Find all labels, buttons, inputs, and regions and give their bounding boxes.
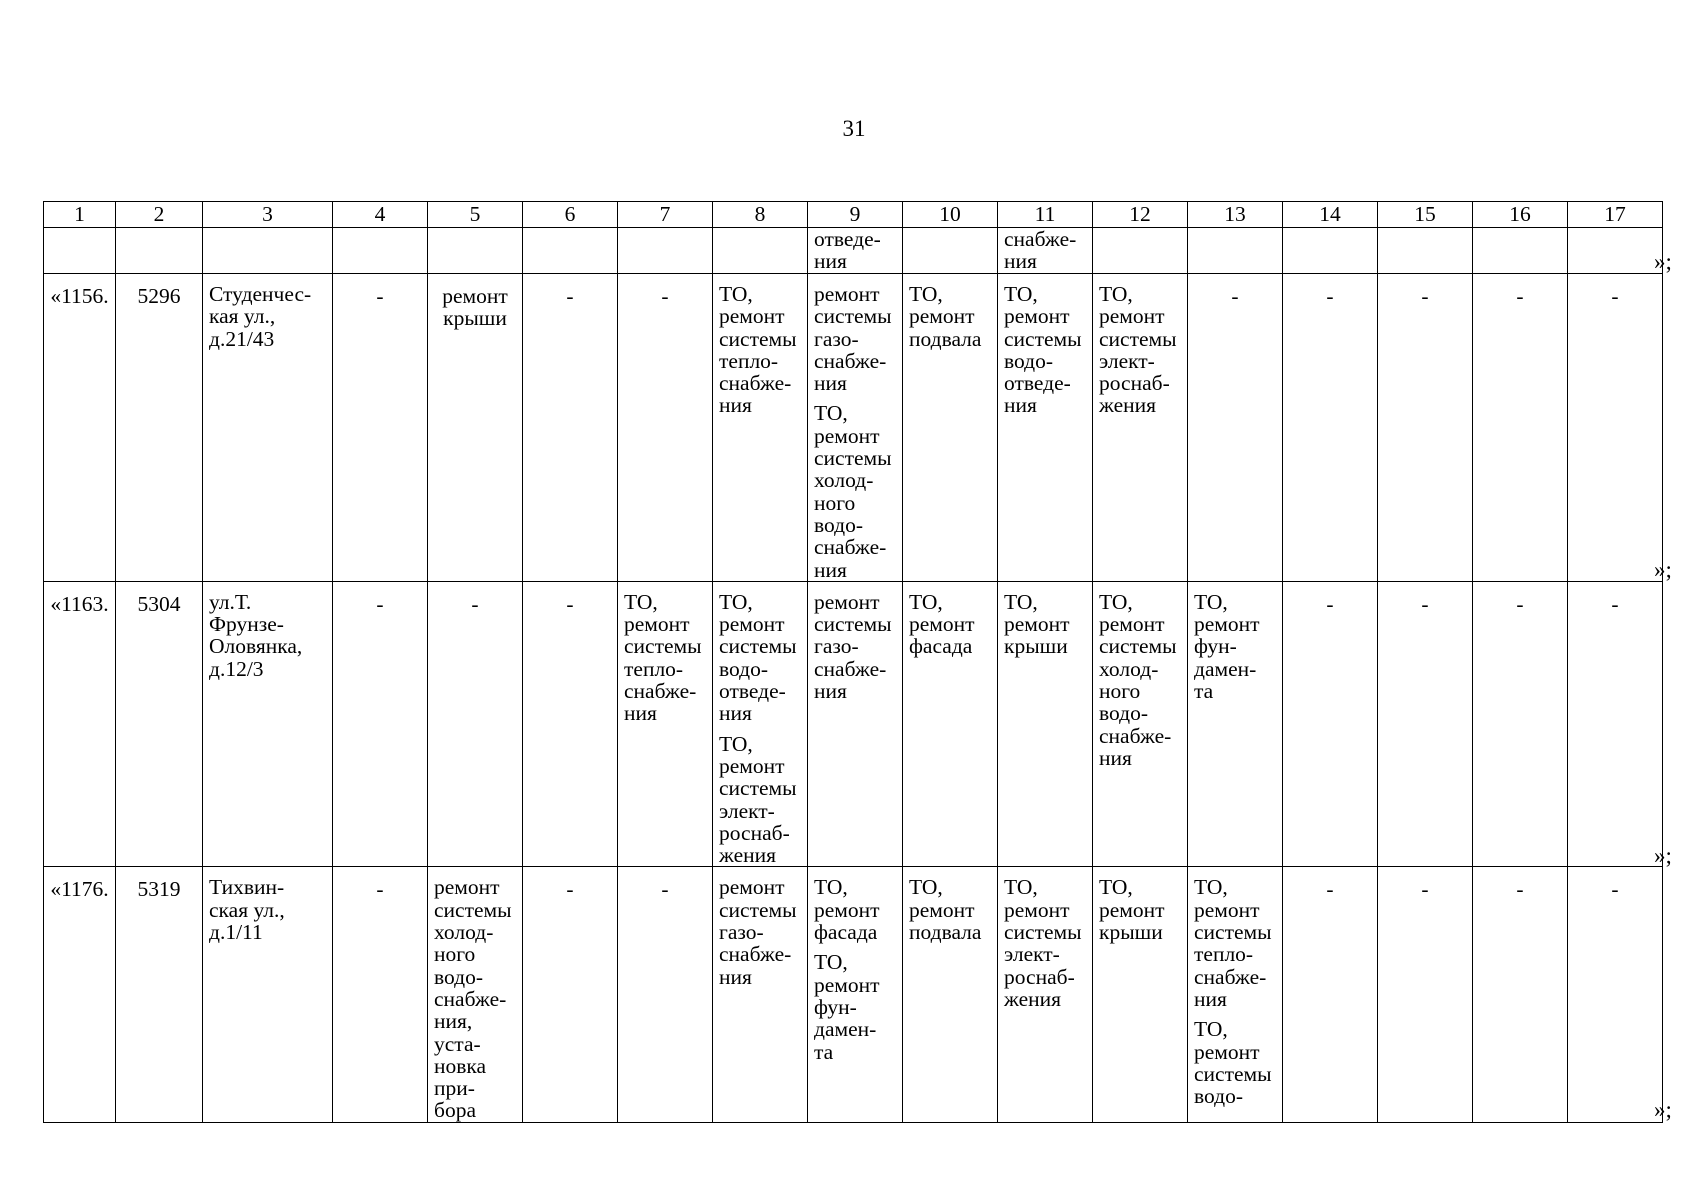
- row-end-mark: »;: [1654, 1097, 1672, 1122]
- cell-col-7: -: [618, 274, 713, 582]
- work-item: ремонт системы газо- снабже- ния: [814, 282, 892, 396]
- continuation-cell-14: [1283, 228, 1378, 274]
- work-item: ремонт системы газо- снабже- ния: [719, 875, 797, 989]
- cell-col-17: -: [1568, 867, 1663, 1122]
- table-row: [44, 274, 1663, 582]
- cell-col-7: -: [618, 867, 713, 1122]
- cell-col-17: -: [1568, 581, 1663, 867]
- cell-col-4: -: [333, 867, 428, 1122]
- continuation-cell-12: [1093, 228, 1188, 274]
- row-end-mark: »;: [1654, 843, 1672, 868]
- cell-col-11: [998, 274, 1093, 582]
- work-item: ТО, ремонт системы элект- роснаб- жения: [719, 731, 797, 868]
- continuation-cell-16: [1473, 228, 1568, 274]
- continuation-cell-1: [44, 228, 116, 274]
- work-item: ТО, ремонт крыши: [1099, 875, 1165, 945]
- column-number-header: [44, 202, 1663, 228]
- cell-col-9: [808, 867, 903, 1122]
- table-row: [44, 581, 1663, 867]
- work-item: ТО, ремонт системы элект- роснаб- жения: [1099, 282, 1177, 418]
- cell-col-15: -: [1378, 274, 1473, 582]
- cell-col-15: -: [1378, 581, 1473, 867]
- cell-row-number: «1176.: [44, 867, 116, 1122]
- column-header-5: 5: [428, 202, 523, 228]
- cell-address: Студенчес- кая ул., д.21/43: [203, 274, 333, 582]
- continuation-cell-2: [116, 228, 203, 274]
- continuation-cell-8: [713, 228, 808, 274]
- row-end-mark: »;: [1654, 557, 1672, 582]
- cell-col-16: -: [1473, 581, 1568, 867]
- column-header-4: 4: [333, 202, 428, 228]
- continuation-cell-9: отведе- ния: [808, 228, 903, 274]
- work-item: ТО, ремонт системы тепло- снабже- ния: [1194, 875, 1272, 1011]
- work-item: ТО, ремонт системы водо- отведе- ния: [719, 589, 797, 726]
- column-header-14: 14: [1283, 202, 1378, 228]
- work-item: ТО, ремонт системы холод- ного водо- снабже- ния: [814, 401, 892, 582]
- column-header-16: 16: [1473, 202, 1568, 228]
- column-header-3: 3: [203, 202, 333, 228]
- cell-col-6: -: [523, 581, 618, 867]
- cell-address: ул.Т. Фрунзе- Оловянка, д.12/3: [203, 581, 333, 867]
- work-item: ТО, ремонт фун- дамен- та: [814, 950, 880, 1064]
- cell-col-12: [1093, 274, 1188, 582]
- continuation-cell-7: [618, 228, 713, 274]
- cell-col-6: -: [523, 274, 618, 582]
- cell-col-13: -: [1188, 274, 1283, 582]
- work-item: ТО, ремонт фасада: [814, 875, 880, 945]
- cell-col-14: -: [1283, 274, 1378, 582]
- cell-col-16: -: [1473, 274, 1568, 582]
- continuation-cell-3: [203, 228, 333, 274]
- cell-col-8: [713, 867, 808, 1122]
- cell-address: Тихвин- ская ул., д.1/11: [203, 867, 333, 1122]
- cell-col-12: [1093, 581, 1188, 867]
- cell-col-11: [998, 867, 1093, 1122]
- cell-col-16: -: [1473, 867, 1568, 1122]
- cell-col-9: [808, 274, 903, 582]
- continuation-cell-11: снабже- ния: [998, 228, 1093, 274]
- work-item: ремонт системы газо- снабже- ния: [814, 589, 892, 704]
- work-item: ТО, ремонт системы водо-: [1194, 1017, 1272, 1109]
- continuation-cell-13: [1188, 228, 1283, 274]
- cell-col-8: [713, 581, 808, 867]
- cell-col-17: -: [1568, 274, 1663, 582]
- table-body: [44, 228, 1663, 1123]
- cell-row-number: «1163.: [44, 581, 116, 867]
- cell-col-5: ремонт крыши: [428, 274, 523, 582]
- cell-col-14: -: [1283, 867, 1378, 1122]
- cell-col-6: -: [523, 867, 618, 1122]
- continuation-cell-6: [523, 228, 618, 274]
- continuation-cell-5: [428, 228, 523, 274]
- cell-code: 5304: [116, 581, 203, 867]
- column-header-6: 6: [523, 202, 618, 228]
- work-item: ТО, ремонт фасада: [909, 589, 975, 659]
- work-item: ТО, ремонт системы элект- роснаб- жения: [1004, 875, 1082, 1011]
- column-header-17: 17: [1568, 202, 1663, 228]
- column-header-1: 1: [44, 202, 116, 228]
- work-item: ТО, ремонт крыши: [1004, 589, 1070, 659]
- cell-col-7: [618, 581, 713, 867]
- cell-col-4: -: [333, 274, 428, 582]
- column-header-13: 13: [1188, 202, 1283, 228]
- cell-col-10: [903, 581, 998, 867]
- cell-code: 5319: [116, 867, 203, 1122]
- column-header-2: 2: [116, 202, 203, 228]
- column-header-8: 8: [713, 202, 808, 228]
- continuation-cell-4: [333, 228, 428, 274]
- cell-col-10: [903, 867, 998, 1122]
- cell-col-15: -: [1378, 867, 1473, 1122]
- work-item: ТО, ремонт подвала: [909, 282, 982, 351]
- work-item: ремонт системы холод- ного водо- снабже- ния, уста- новка при- бора: [434, 875, 512, 1123]
- cell-col-4: -: [333, 581, 428, 867]
- work-item: ТО, ремонт системы холод- ного водо- снабже- ния: [1099, 589, 1177, 770]
- column-header-9: 9: [808, 202, 903, 228]
- repair-schedule-table: [43, 201, 1663, 1123]
- column-header-15: 15: [1378, 202, 1473, 228]
- page-number: 31: [842, 116, 866, 141]
- cell-col-13: [1188, 867, 1283, 1122]
- table-row: [44, 867, 1663, 1122]
- cell-col-9: [808, 581, 903, 867]
- cell-col-13: [1188, 581, 1283, 867]
- cell-col-5: -: [428, 581, 523, 867]
- work-item: ТО, ремонт системы тепло- снабже- ния: [624, 589, 702, 726]
- work-item: ТО, ремонт подвала: [909, 875, 982, 945]
- row-end-mark: »;: [1654, 249, 1672, 274]
- continuation-cell-17: [1568, 228, 1663, 274]
- cell-col-5: [428, 867, 523, 1122]
- column-header-7: 7: [618, 202, 713, 228]
- cell-col-8: [713, 274, 808, 582]
- cell-col-12: [1093, 867, 1188, 1122]
- continuation-row: [44, 228, 1663, 274]
- cell-col-11: [998, 581, 1093, 867]
- continuation-cell-10: [903, 228, 998, 274]
- column-header-11: 11: [998, 202, 1093, 228]
- cell-col-10: [903, 274, 998, 582]
- continuation-cell-15: [1378, 228, 1473, 274]
- column-header-10: 10: [903, 202, 998, 228]
- column-header-12: 12: [1093, 202, 1188, 228]
- cell-row-number: «1156.: [44, 274, 116, 582]
- work-item: ТО, ремонт системы тепло- снабже- ния: [719, 282, 797, 418]
- cell-code: 5296: [116, 274, 203, 582]
- cell-col-14: -: [1283, 581, 1378, 867]
- work-item: ТО, ремонт системы водо- отведе- ния: [1004, 282, 1082, 418]
- work-item: ТО, ремонт фун- дамен- та: [1194, 589, 1260, 704]
